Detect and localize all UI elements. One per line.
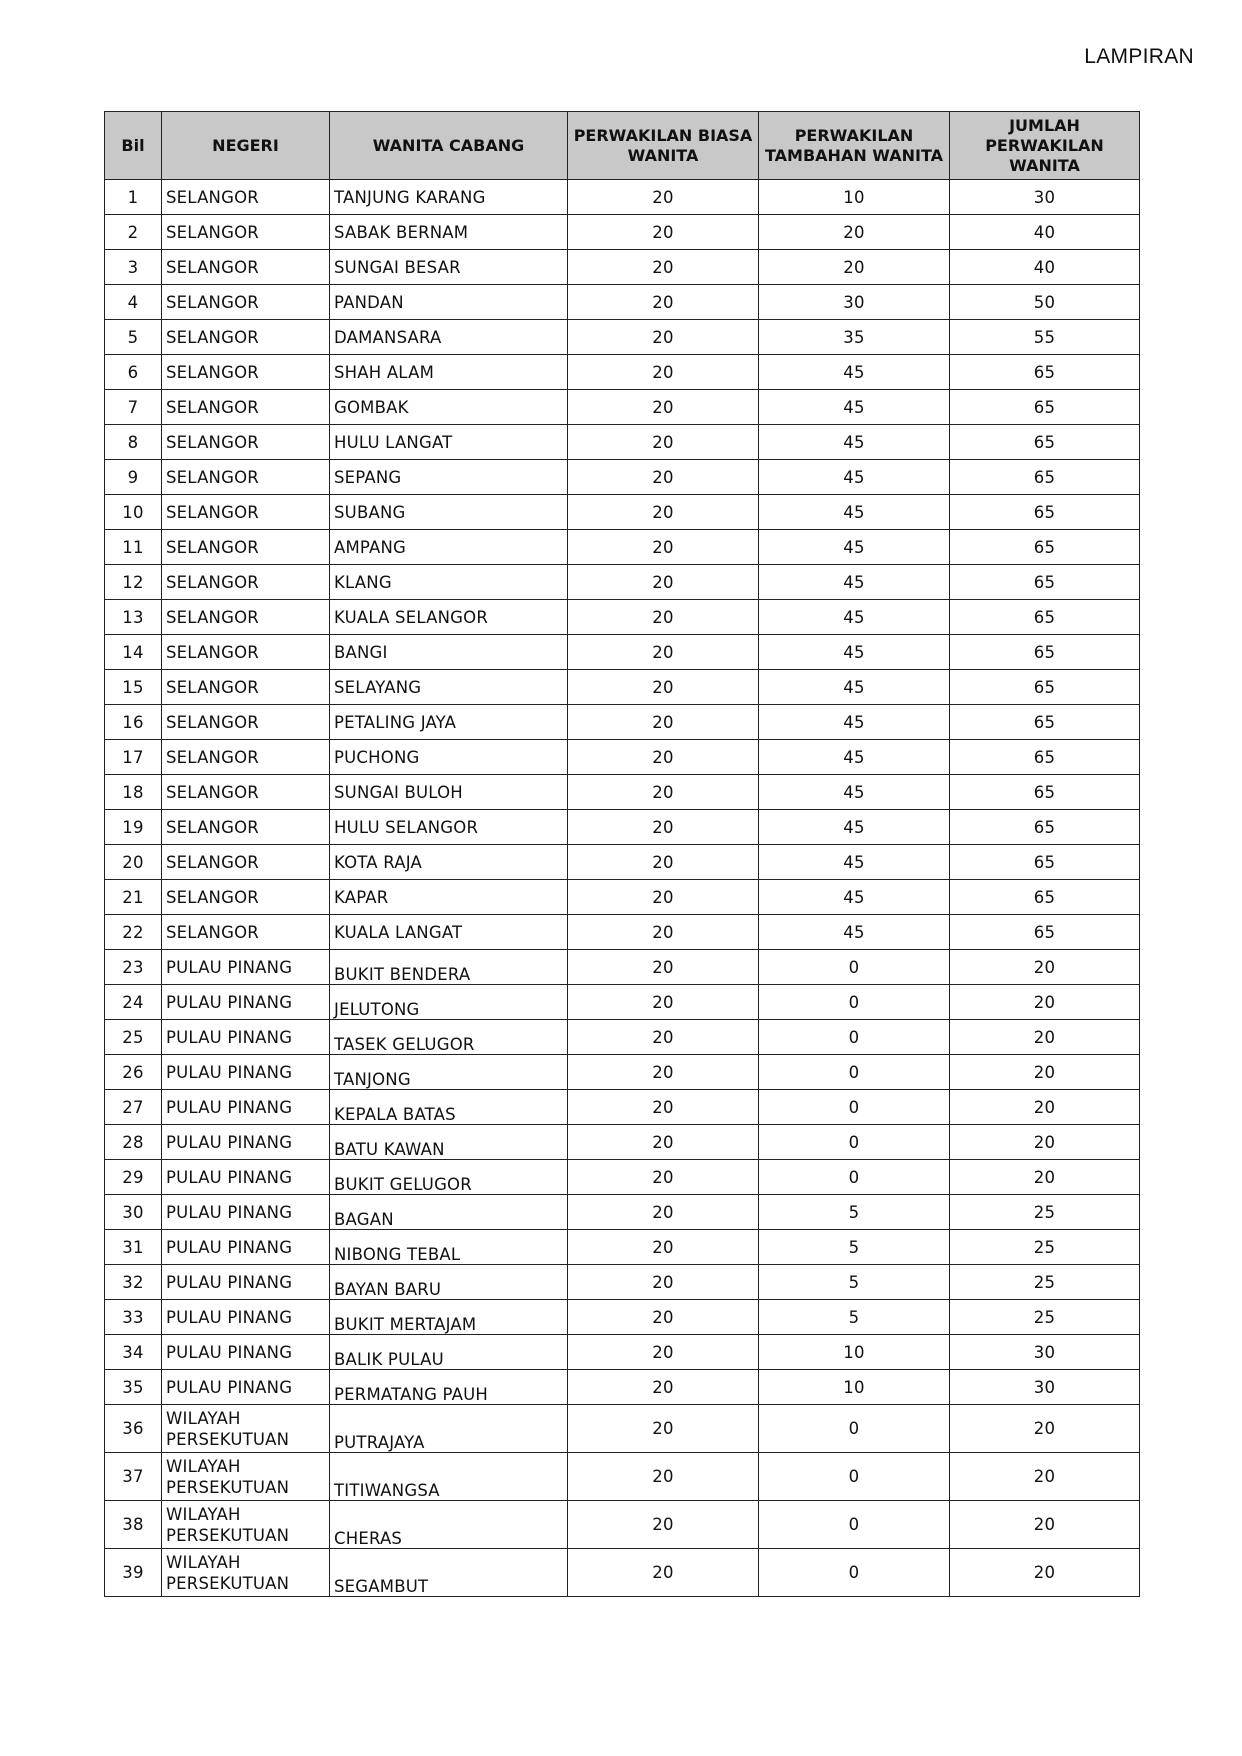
table-row	[105, 600, 1140, 635]
cell-bil: 5	[105, 320, 162, 355]
cell-negeri: PULAU PINANG	[162, 1125, 330, 1160]
cell-negeri: SELANGOR	[162, 880, 330, 915]
cell-bil: 23	[105, 950, 162, 985]
cell-biasa: 20	[568, 880, 759, 915]
cell-tambahan: 10	[759, 1335, 950, 1370]
cell-tambahan: 0	[759, 1125, 950, 1160]
column-header-bil: Bil	[105, 112, 162, 180]
cell-tambahan: 0	[759, 1549, 950, 1597]
table-row	[105, 740, 1140, 775]
cell-tambahan: 45	[759, 530, 950, 565]
cell-bil: 15	[105, 670, 162, 705]
cell-cabang: KUALA SELANGOR	[330, 600, 568, 635]
cell-jumlah: 20	[950, 1160, 1140, 1195]
cell-cabang: BAGAN	[330, 1195, 568, 1230]
cell-negeri: SELANGOR	[162, 705, 330, 740]
cell-jumlah: 65	[950, 355, 1140, 390]
cell-tambahan: 45	[759, 390, 950, 425]
cell-tambahan: 35	[759, 320, 950, 355]
cell-cabang: PETALING JAYA	[330, 705, 568, 740]
cell-bil: 17	[105, 740, 162, 775]
cell-tambahan: 0	[759, 1160, 950, 1195]
cell-tambahan: 45	[759, 670, 950, 705]
column-header-negeri: NEGERI	[162, 112, 330, 180]
cell-cabang: SEGAMBUT	[330, 1549, 568, 1597]
cell-biasa: 20	[568, 1125, 759, 1160]
table-header-row	[105, 112, 1140, 180]
cell-bil: 37	[105, 1453, 162, 1501]
cell-tambahan: 0	[759, 1453, 950, 1501]
cell-jumlah: 40	[950, 250, 1140, 285]
cell-negeri: SELANGOR	[162, 775, 330, 810]
cell-bil: 21	[105, 880, 162, 915]
cell-bil: 27	[105, 1090, 162, 1125]
cell-cabang: SEPANG	[330, 460, 568, 495]
representatives-table	[104, 111, 1140, 1597]
cell-jumlah: 25	[950, 1195, 1140, 1230]
cell-jumlah: 30	[950, 1370, 1140, 1405]
cell-jumlah: 20	[950, 1405, 1140, 1453]
cell-jumlah: 20	[950, 1453, 1140, 1501]
cell-negeri: SELANGOR	[162, 320, 330, 355]
column-header-jumlah: JUMLAH PERWAKILAN WANITA	[950, 112, 1140, 180]
cell-cabang: CHERAS	[330, 1501, 568, 1549]
cell-biasa: 20	[568, 1195, 759, 1230]
cell-biasa: 20	[568, 845, 759, 880]
cell-jumlah: 20	[950, 1055, 1140, 1090]
cell-negeri: SELANGOR	[162, 565, 330, 600]
cell-jumlah: 20	[950, 1090, 1140, 1125]
cell-negeri: PULAU PINANG	[162, 1020, 330, 1055]
cell-jumlah: 65	[950, 880, 1140, 915]
cell-tambahan: 10	[759, 180, 950, 215]
cell-bil: 14	[105, 635, 162, 670]
cell-biasa: 20	[568, 1453, 759, 1501]
cell-biasa: 20	[568, 565, 759, 600]
cell-negeri: PULAU PINANG	[162, 985, 330, 1020]
cell-bil: 24	[105, 985, 162, 1020]
cell-jumlah: 20	[950, 985, 1140, 1020]
cell-cabang: DAMANSARA	[330, 320, 568, 355]
cell-tambahan: 45	[759, 355, 950, 390]
cell-negeri: PULAU PINANG	[162, 1370, 330, 1405]
cell-negeri: PULAU PINANG	[162, 1230, 330, 1265]
cell-tambahan: 45	[759, 810, 950, 845]
cell-cabang: PUCHONG	[330, 740, 568, 775]
cell-cabang: BUKIT MERTAJAM	[330, 1300, 568, 1335]
cell-tambahan: 0	[759, 1405, 950, 1453]
table-row	[105, 355, 1140, 390]
cell-tambahan: 45	[759, 845, 950, 880]
table-row	[105, 1230, 1140, 1265]
cell-biasa: 20	[568, 1160, 759, 1195]
cell-negeri: SELANGOR	[162, 390, 330, 425]
cell-negeri: SELANGOR	[162, 285, 330, 320]
cell-cabang: SUBANG	[330, 495, 568, 530]
cell-biasa: 20	[568, 425, 759, 460]
cell-biasa: 20	[568, 215, 759, 250]
cell-negeri: SELANGOR	[162, 740, 330, 775]
cell-negeri: PULAU PINANG	[162, 1335, 330, 1370]
cell-biasa: 20	[568, 180, 759, 215]
cell-biasa: 20	[568, 775, 759, 810]
cell-tambahan: 45	[759, 565, 950, 600]
cell-cabang: SUNGAI BULOH	[330, 775, 568, 810]
table-row	[105, 1300, 1140, 1335]
table-row	[105, 1160, 1140, 1195]
cell-negeri: WILAYAH PERSEKUTUAN	[162, 1549, 330, 1597]
column-header-tambahan: PERWAKILAN TAMBAHAN WANITA	[759, 112, 950, 180]
cell-tambahan: 0	[759, 1055, 950, 1090]
cell-negeri: SELANGOR	[162, 635, 330, 670]
cell-negeri: PULAU PINANG	[162, 1055, 330, 1090]
cell-cabang: SHAH ALAM	[330, 355, 568, 390]
cell-bil: 19	[105, 810, 162, 845]
cell-bil: 4	[105, 285, 162, 320]
cell-bil: 8	[105, 425, 162, 460]
cell-biasa: 20	[568, 495, 759, 530]
cell-tambahan: 5	[759, 1230, 950, 1265]
cell-cabang: SELAYANG	[330, 670, 568, 705]
cell-biasa: 20	[568, 1549, 759, 1597]
column-header-biasa: PERWAKILAN BIASA WANITA	[568, 112, 759, 180]
cell-jumlah: 65	[950, 495, 1140, 530]
cell-cabang: KLANG	[330, 565, 568, 600]
cell-negeri: PULAU PINANG	[162, 1300, 330, 1335]
cell-tambahan: 45	[759, 425, 950, 460]
cell-jumlah: 65	[950, 740, 1140, 775]
cell-cabang: GOMBAK	[330, 390, 568, 425]
table-row	[105, 1055, 1140, 1090]
cell-negeri: WILAYAH PERSEKUTUAN	[162, 1453, 330, 1501]
cell-biasa: 20	[568, 320, 759, 355]
cell-tambahan: 5	[759, 1265, 950, 1300]
cell-cabang: TANJUNG KARANG	[330, 180, 568, 215]
cell-bil: 11	[105, 530, 162, 565]
cell-bil: 7	[105, 390, 162, 425]
cell-cabang: BUKIT BENDERA	[330, 950, 568, 985]
cell-cabang: KEPALA BATAS	[330, 1090, 568, 1125]
cell-negeri: SELANGOR	[162, 460, 330, 495]
cell-bil: 28	[105, 1125, 162, 1160]
cell-biasa: 20	[568, 810, 759, 845]
table-row	[105, 215, 1140, 250]
cell-tambahan: 45	[759, 705, 950, 740]
table-row	[105, 670, 1140, 705]
cell-biasa: 20	[568, 285, 759, 320]
table-row	[105, 1405, 1140, 1453]
cell-jumlah: 65	[950, 390, 1140, 425]
cell-cabang: AMPANG	[330, 530, 568, 565]
cell-cabang: PUTRAJAYA	[330, 1405, 568, 1453]
cell-tambahan: 0	[759, 1020, 950, 1055]
cell-tambahan: 5	[759, 1195, 950, 1230]
cell-bil: 22	[105, 915, 162, 950]
cell-negeri: SELANGOR	[162, 250, 330, 285]
table-body	[105, 180, 1140, 1597]
table-row	[105, 1370, 1140, 1405]
cell-jumlah: 65	[950, 775, 1140, 810]
cell-negeri: WILAYAH PERSEKUTUAN	[162, 1501, 330, 1549]
cell-biasa: 20	[568, 915, 759, 950]
cell-jumlah: 20	[950, 1020, 1140, 1055]
cell-tambahan: 20	[759, 215, 950, 250]
cell-negeri: SELANGOR	[162, 425, 330, 460]
cell-tambahan: 45	[759, 600, 950, 635]
cell-bil: 33	[105, 1300, 162, 1335]
cell-jumlah: 65	[950, 845, 1140, 880]
cell-bil: 20	[105, 845, 162, 880]
table-row	[105, 1020, 1140, 1055]
cell-cabang: HULU LANGAT	[330, 425, 568, 460]
table-row	[105, 1265, 1140, 1300]
table-row	[105, 460, 1140, 495]
cell-jumlah: 65	[950, 565, 1140, 600]
cell-negeri: PULAU PINANG	[162, 1160, 330, 1195]
cell-cabang: HULU SELANGOR	[330, 810, 568, 845]
cell-negeri: SELANGOR	[162, 180, 330, 215]
cell-biasa: 20	[568, 530, 759, 565]
cell-tambahan: 45	[759, 915, 950, 950]
table-row	[105, 950, 1140, 985]
cell-biasa: 20	[568, 635, 759, 670]
cell-biasa: 20	[568, 740, 759, 775]
table-row	[105, 285, 1140, 320]
table-row	[105, 1090, 1140, 1125]
table-row	[105, 320, 1140, 355]
cell-jumlah: 25	[950, 1265, 1140, 1300]
cell-jumlah: 40	[950, 215, 1140, 250]
cell-jumlah: 65	[950, 530, 1140, 565]
table-row	[105, 1549, 1140, 1597]
cell-cabang: KUALA LANGAT	[330, 915, 568, 950]
cell-bil: 18	[105, 775, 162, 810]
cell-biasa: 20	[568, 1405, 759, 1453]
table-row	[105, 915, 1140, 950]
cell-biasa: 20	[568, 1501, 759, 1549]
cell-cabang: JELUTONG	[330, 985, 568, 1020]
cell-jumlah: 65	[950, 635, 1140, 670]
cell-jumlah: 65	[950, 705, 1140, 740]
cell-biasa: 20	[568, 355, 759, 390]
cell-bil: 25	[105, 1020, 162, 1055]
table-header	[105, 112, 1140, 180]
table-row	[105, 390, 1140, 425]
cell-biasa: 20	[568, 705, 759, 740]
cell-biasa: 20	[568, 1300, 759, 1335]
cell-tambahan: 45	[759, 495, 950, 530]
table-row	[105, 425, 1140, 460]
cell-bil: 13	[105, 600, 162, 635]
cell-bil: 16	[105, 705, 162, 740]
cell-bil: 1	[105, 180, 162, 215]
cell-jumlah: 30	[950, 1335, 1140, 1370]
table-row	[105, 565, 1140, 600]
cell-tambahan: 45	[759, 880, 950, 915]
table-row	[105, 1453, 1140, 1501]
cell-bil: 9	[105, 460, 162, 495]
cell-jumlah: 65	[950, 915, 1140, 950]
table-row	[105, 1195, 1140, 1230]
cell-negeri: PULAU PINANG	[162, 950, 330, 985]
cell-negeri: SELANGOR	[162, 215, 330, 250]
cell-negeri: SELANGOR	[162, 355, 330, 390]
table-row	[105, 635, 1140, 670]
cell-biasa: 20	[568, 950, 759, 985]
cell-cabang: SUNGAI BESAR	[330, 250, 568, 285]
cell-biasa: 20	[568, 670, 759, 705]
cell-bil: 35	[105, 1370, 162, 1405]
cell-bil: 34	[105, 1335, 162, 1370]
cell-biasa: 20	[568, 250, 759, 285]
cell-jumlah: 20	[950, 1549, 1140, 1597]
cell-negeri: SELANGOR	[162, 530, 330, 565]
cell-negeri: PULAU PINANG	[162, 1265, 330, 1300]
cell-tambahan: 0	[759, 985, 950, 1020]
cell-jumlah: 65	[950, 460, 1140, 495]
table-row	[105, 180, 1140, 215]
cell-biasa: 20	[568, 460, 759, 495]
table-row	[105, 810, 1140, 845]
cell-cabang: SABAK BERNAM	[330, 215, 568, 250]
table-row	[105, 495, 1140, 530]
cell-jumlah: 20	[950, 1125, 1140, 1160]
cell-negeri: PULAU PINANG	[162, 1090, 330, 1125]
cell-cabang: NIBONG TEBAL	[330, 1230, 568, 1265]
table-row	[105, 775, 1140, 810]
cell-cabang: KAPAR	[330, 880, 568, 915]
table-row	[105, 530, 1140, 565]
cell-bil: 29	[105, 1160, 162, 1195]
table-row	[105, 880, 1140, 915]
cell-negeri: SELANGOR	[162, 915, 330, 950]
cell-negeri: WILAYAH PERSEKUTUAN	[162, 1405, 330, 1453]
cell-jumlah: 25	[950, 1300, 1140, 1335]
cell-bil: 36	[105, 1405, 162, 1453]
cell-tambahan: 0	[759, 1090, 950, 1125]
cell-cabang: TASEK GELUGOR	[330, 1020, 568, 1055]
cell-bil: 38	[105, 1501, 162, 1549]
cell-cabang: TANJONG	[330, 1055, 568, 1090]
cell-tambahan: 45	[759, 775, 950, 810]
table-row	[105, 1501, 1140, 1549]
cell-negeri: SELANGOR	[162, 600, 330, 635]
cell-biasa: 20	[568, 1090, 759, 1125]
cell-tambahan: 0	[759, 950, 950, 985]
column-header-cabang: WANITA CABANG	[330, 112, 568, 180]
cell-bil: 6	[105, 355, 162, 390]
cell-biasa: 20	[568, 1265, 759, 1300]
cell-cabang: BANGI	[330, 635, 568, 670]
cell-jumlah: 65	[950, 600, 1140, 635]
page-header-label: LAMPIRAN	[1084, 45, 1194, 68]
cell-tambahan: 45	[759, 460, 950, 495]
table-row	[105, 1335, 1140, 1370]
cell-bil: 31	[105, 1230, 162, 1265]
cell-tambahan: 30	[759, 285, 950, 320]
cell-tambahan: 20	[759, 250, 950, 285]
cell-biasa: 20	[568, 985, 759, 1020]
cell-biasa: 20	[568, 600, 759, 635]
table-row	[105, 1125, 1140, 1160]
cell-bil: 32	[105, 1265, 162, 1300]
cell-bil: 30	[105, 1195, 162, 1230]
cell-jumlah: 65	[950, 670, 1140, 705]
table-row	[105, 985, 1140, 1020]
cell-cabang: TITIWANGSA	[330, 1453, 568, 1501]
cell-cabang: KOTA RAJA	[330, 845, 568, 880]
cell-cabang: BALIK PULAU	[330, 1335, 568, 1370]
cell-jumlah: 30	[950, 180, 1140, 215]
cell-biasa: 20	[568, 390, 759, 425]
cell-bil: 3	[105, 250, 162, 285]
cell-jumlah: 65	[950, 425, 1140, 460]
cell-bil: 12	[105, 565, 162, 600]
cell-jumlah: 20	[950, 1501, 1140, 1549]
cell-tambahan: 10	[759, 1370, 950, 1405]
table-row	[105, 705, 1140, 740]
cell-cabang: BATU KAWAN	[330, 1125, 568, 1160]
table-row	[105, 250, 1140, 285]
cell-biasa: 20	[568, 1020, 759, 1055]
table-row	[105, 845, 1140, 880]
cell-jumlah: 20	[950, 950, 1140, 985]
cell-biasa: 20	[568, 1370, 759, 1405]
cell-tambahan: 0	[759, 1501, 950, 1549]
cell-biasa: 20	[568, 1055, 759, 1090]
cell-jumlah: 65	[950, 810, 1140, 845]
cell-jumlah: 25	[950, 1230, 1140, 1265]
cell-cabang: PANDAN	[330, 285, 568, 320]
cell-biasa: 20	[568, 1335, 759, 1370]
cell-jumlah: 55	[950, 320, 1140, 355]
cell-bil: 26	[105, 1055, 162, 1090]
cell-negeri: SELANGOR	[162, 810, 330, 845]
cell-bil: 10	[105, 495, 162, 530]
cell-negeri: SELANGOR	[162, 495, 330, 530]
cell-tambahan: 5	[759, 1300, 950, 1335]
cell-jumlah: 50	[950, 285, 1140, 320]
cell-tambahan: 45	[759, 635, 950, 670]
cell-bil: 39	[105, 1549, 162, 1597]
cell-biasa: 20	[568, 1230, 759, 1265]
cell-cabang: PERMATANG PAUH	[330, 1370, 568, 1405]
cell-negeri: PULAU PINANG	[162, 1195, 330, 1230]
cell-negeri: SELANGOR	[162, 670, 330, 705]
cell-cabang: BAYAN BARU	[330, 1265, 568, 1300]
cell-negeri: SELANGOR	[162, 845, 330, 880]
cell-bil: 2	[105, 215, 162, 250]
cell-cabang: BUKIT GELUGOR	[330, 1160, 568, 1195]
cell-tambahan: 45	[759, 740, 950, 775]
